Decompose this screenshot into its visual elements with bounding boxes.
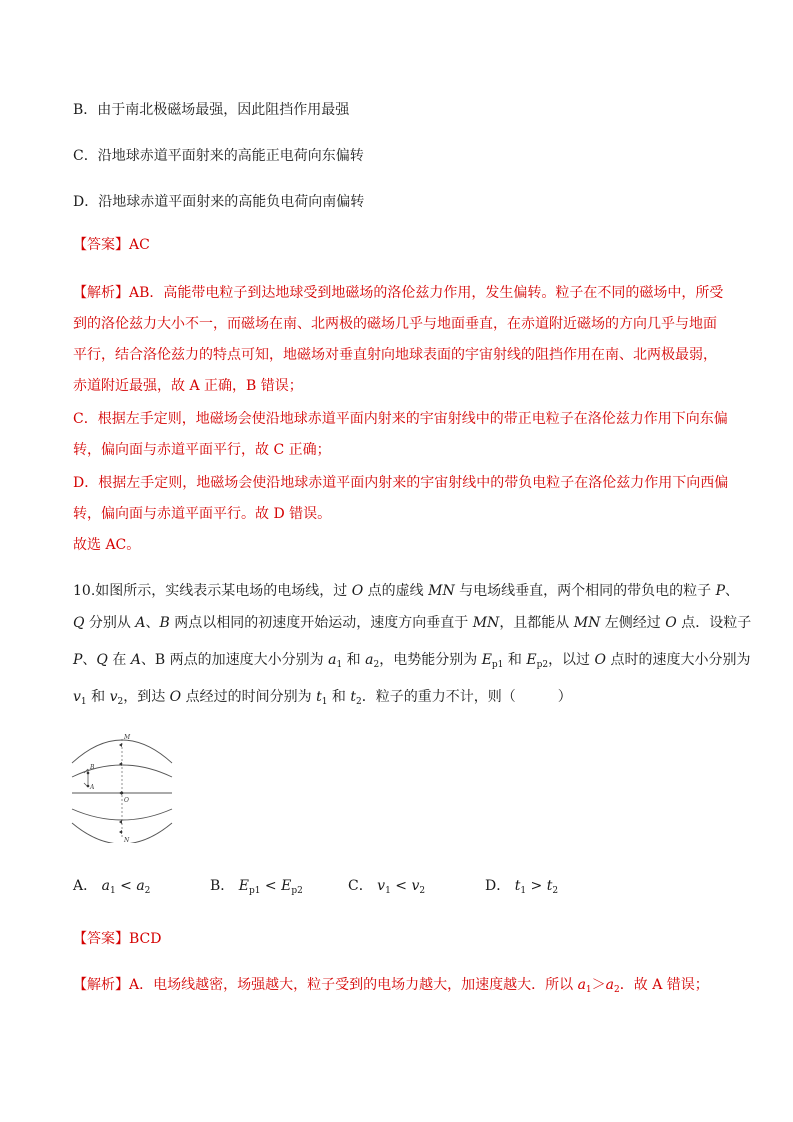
point-o xyxy=(121,792,124,795)
analysis-prev-line-6: 转，偏向面与赤道平面平行，故 C 正确； xyxy=(73,442,331,458)
answer xyxy=(73,930,161,948)
analysis-prev-line-9: 故选 AC。 xyxy=(73,537,141,553)
option-d: D． $t_1 > t_2$ xyxy=(485,878,559,896)
analysis-prev-line-2: 到的洛伦兹力大小不一，而磁场在南、北两极的磁场几乎与地面垂直，在赤道附近磁场的方向几乎与地面 xyxy=(73,316,717,332)
question-line-4: $v_1$ 和 $v_2$，到达 O 点经过的时间分别为 $t_1$ 和 $t_2$．粒子的重力不计，则（ ） xyxy=(73,689,572,707)
option-d-prev: D．沿地球赤道平面射来的高能负电荷向南偏转 xyxy=(73,194,365,210)
analysis-prev-line-1: 【解析】AB．高能带电粒子到达地球受到地磁场的洛伦兹力作用，发生偏转。粒子在不同的磁场中，所受 xyxy=(73,285,724,301)
analysis-prev-line-7: D．根据左手定则，地磁场会使沿地球赤道平面内射来的宇宙射线中的带负电粒子在洛伦兹力作用下向西偏 xyxy=(73,475,729,491)
point-a xyxy=(87,785,90,788)
option-a: A． $a_1 < a_2$ xyxy=(73,878,151,896)
option-b: B． $E_{p1} < E_{p2}$ xyxy=(210,878,303,896)
analysis-prev-line-5: C．根据左手定则，地磁场会使沿地球赤道平面内射来的宇宙射线中的带正电粒子在洛伦兹力作用下向东偏 xyxy=(73,411,728,427)
label-m: M xyxy=(124,734,131,741)
option-c: C． $v_1 < v_2$ xyxy=(348,878,426,896)
label-o: O xyxy=(124,797,129,804)
analysis-label: 【解析】 xyxy=(73,285,129,301)
answer-label: 【答案】 xyxy=(73,931,129,947)
analysis-prev-line-4: 赤道附近最强，故 A 正确，B 错误； xyxy=(73,378,303,394)
answer-value: BCD xyxy=(129,931,162,947)
question-line-1: 10.如图所示，实线表示某电场的电场线，过 O 点的虚线 MN 与电场线垂直，两个相同的带负电的粒子 P、 xyxy=(73,583,740,599)
electric-field-figure xyxy=(70,731,174,843)
question-line-3: P、Q 在 A、B 两点的加速度大小分别为 $a_1$ 和 $a_2$，电势能分别为 $E_{p1}$ 和 $E_{p2}$，以过 O 点时的速度大小分别为 xyxy=(73,652,751,670)
label-n: N xyxy=(124,837,130,843)
label-b: B xyxy=(90,764,95,771)
question-number: 10. xyxy=(73,583,96,599)
option-b-prev: B．由于南北极磁场最强，因此阻挡作用最强 xyxy=(73,102,350,118)
question-line-2: Q 分别从 A、B 两点以相同的初速度开始运动，速度方向垂直于 MN，且都能从 MN 左侧经过 O 点．设粒子 xyxy=(73,615,752,631)
answer-prev xyxy=(73,236,150,254)
point-b xyxy=(87,772,90,775)
field-line-lower xyxy=(72,809,172,820)
answer-value: AC xyxy=(129,237,150,253)
answer-label: 【答案】 xyxy=(73,237,129,253)
analysis-line-1: 【解析】A．电场线越密，场强越大，粒子受到的电场力越大，加速度越大．所以 $a_1>a_2$．故 A 错误； xyxy=(73,977,709,995)
option-c-prev: C．沿地球赤道平面射来的高能正电荷向东偏转 xyxy=(73,148,364,164)
label-a: A xyxy=(90,784,95,791)
analysis-prev-line-8: 转，偏向面与赤道平面平行。故 D 错误。 xyxy=(73,506,332,522)
analysis-label: 【解析】 xyxy=(73,977,129,993)
analysis-prev-line-3: 平行，结合洛伦兹力的特点可知，地磁场对垂直射向地球表面的宇宙射线的阻挡作用在南、北两极最弱， xyxy=(73,347,717,363)
